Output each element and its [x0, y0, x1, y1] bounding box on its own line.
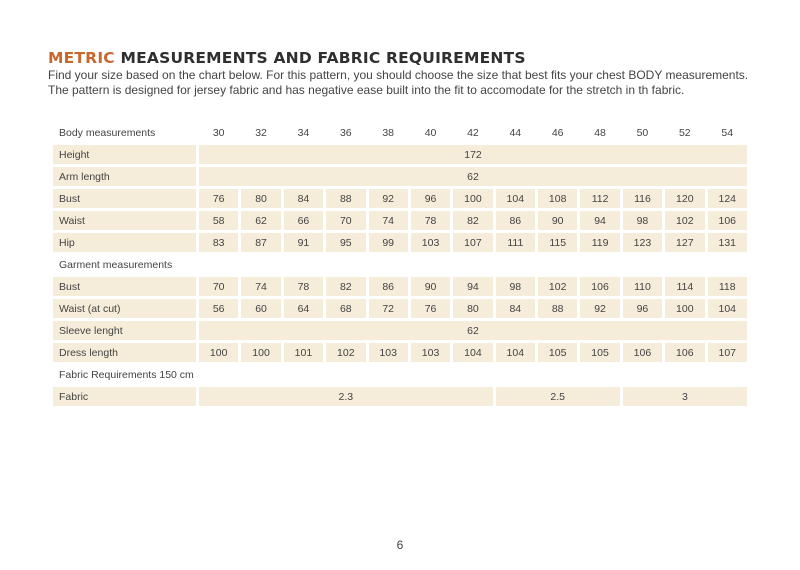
fabric-section-row-heading: Fabric Requirements 150 cm: [59, 368, 194, 381]
table-cell: 64: [284, 299, 323, 318]
table-cell: 80: [241, 189, 280, 208]
size-header-cell: 42: [467, 126, 479, 139]
table-cell: 78: [284, 277, 323, 296]
table-cell: 106: [665, 343, 704, 362]
size-header-cell: 30: [212, 126, 225, 139]
size-header-cell: 34: [297, 126, 310, 139]
table-cell: 101: [284, 343, 323, 362]
table-cell: 94: [580, 211, 619, 230]
table-cell: 110: [623, 277, 662, 296]
dress-length-row-label: Dress length: [53, 343, 196, 362]
table-cell: 92: [580, 299, 619, 318]
table-cell: 102: [665, 211, 704, 230]
table-cell: 102: [326, 343, 365, 362]
table-cell: 108: [538, 189, 577, 208]
size-header-cell: 44: [509, 126, 522, 139]
table-cell: 91: [284, 233, 323, 252]
table-cell: 92: [369, 189, 408, 208]
table-cell: 102: [538, 277, 577, 296]
dress-length-row: [53, 343, 747, 362]
table-cell: 70: [326, 211, 365, 230]
garment-section-row-heading: Garment measurements: [59, 258, 173, 271]
table-cell: 104: [496, 189, 535, 208]
size-header-cell: 32: [255, 126, 267, 139]
garment-section-row: [53, 255, 747, 274]
intro-text: [48, 68, 748, 97]
page-title: [48, 49, 526, 67]
table-cell: 90: [411, 277, 450, 296]
sleeve-length-row-label: Sleeve lenght: [53, 321, 196, 340]
table-cell: 88: [538, 299, 577, 318]
size-header-cell: 54: [721, 126, 734, 139]
garment-waist-row-label: Waist (at cut): [53, 299, 196, 318]
table-cell: 95: [326, 233, 365, 252]
body-hip-row-label: Hip: [53, 233, 196, 252]
table-cell: 120: [665, 189, 704, 208]
arm-length-row: [53, 167, 747, 186]
size-chart-table: [50, 120, 750, 409]
table-cell: 104: [496, 343, 535, 362]
table-cell: 58: [199, 211, 238, 230]
table-cell: 104: [453, 343, 492, 362]
fabric-amount-cell: 2.5: [496, 387, 620, 406]
fabric-section-row: [53, 365, 747, 384]
table-cell: 66: [284, 211, 323, 230]
table-cell: 76: [199, 189, 238, 208]
size-header-cell: 50: [636, 126, 649, 139]
sleeve-length-row-value: 62: [199, 321, 747, 340]
table-cell: 123: [623, 233, 662, 252]
table-cell: 98: [496, 277, 535, 296]
size-header-cell: 52: [678, 126, 691, 139]
table-cell: 74: [369, 211, 408, 230]
garment-waist-row: [53, 299, 747, 318]
intro-line-1: Find your size based on the chart below. For this pattern, you should choose the size that best fits your chest BODY measurements.: [48, 68, 749, 82]
garment-bust-row-label: Bust: [53, 277, 196, 296]
body-hip-row: [53, 233, 747, 252]
garment-bust-row: [53, 277, 747, 296]
table-cell: 106: [708, 211, 748, 230]
table-cell: 118: [708, 277, 748, 296]
fabric-amount-cell: 2.3: [199, 387, 493, 406]
table-cell: 127: [665, 233, 704, 252]
table-cell: 76: [411, 299, 450, 318]
table-cell: 105: [538, 343, 577, 362]
table-cell: 107: [708, 343, 748, 362]
title-rest: MEASUREMENTS AND FABRIC REQUIREMENTS: [114, 49, 526, 67]
table-cell: 90: [538, 211, 577, 230]
table-cell: 114: [665, 277, 704, 296]
table-cell: 94: [453, 277, 492, 296]
height-row-label: Height: [53, 145, 196, 164]
size-header-cell: 36: [339, 126, 352, 139]
table-cell: 111: [496, 233, 535, 252]
table-cell: 119: [580, 233, 619, 252]
table-cell: 100: [665, 299, 704, 318]
intro-line-2: The pattern is designed for jersey fabric and has negative ease built into the fit to accomodate for the stretch in th fabric.: [48, 82, 685, 97]
table-cell: 112: [580, 189, 619, 208]
table-cell: 88: [326, 189, 365, 208]
table-cell: 80: [453, 299, 492, 318]
body-waist-row: [53, 211, 747, 230]
table-cell: 131: [708, 233, 748, 252]
table-cell: 103: [411, 233, 450, 252]
table-cell: 78: [411, 211, 450, 230]
table-cell: 56: [199, 299, 238, 318]
table-cell: 100: [453, 189, 492, 208]
height-row: [53, 145, 747, 164]
table-cell: 106: [580, 277, 619, 296]
page-number: 6: [396, 538, 404, 552]
table-cell: 82: [326, 277, 365, 296]
table-cell: 124: [708, 189, 748, 208]
table-cell: 103: [369, 343, 408, 362]
size-header-cell: 38: [382, 126, 395, 139]
table-cell: 100: [199, 343, 238, 362]
table-cell: 105: [580, 343, 619, 362]
table-cell: 86: [369, 277, 408, 296]
table-cell: 96: [623, 299, 662, 318]
table-cell: 116: [623, 189, 662, 208]
table-cell: 98: [623, 211, 662, 230]
table-cell: 107: [453, 233, 492, 252]
fabric-row: [53, 387, 747, 406]
arm-length-row-value: 62: [199, 167, 747, 186]
sizes-header-row: [53, 123, 747, 142]
table-cell: 84: [496, 299, 535, 318]
body-bust-row: [53, 189, 747, 208]
table-cell: 106: [623, 343, 662, 362]
fabric-row-label: Fabric: [53, 387, 196, 406]
table-cell: 100: [241, 343, 280, 362]
body-waist-row-label: Waist: [53, 211, 196, 230]
arm-length-row-label: Arm length: [53, 167, 196, 186]
height-row-value: 172: [199, 145, 747, 164]
fabric-amount-cell: 3: [623, 387, 747, 406]
table-cell: 68: [326, 299, 365, 318]
table-cell: 104: [708, 299, 748, 318]
table-cell: 87: [241, 233, 280, 252]
table-cell: 99: [369, 233, 408, 252]
body-measurements-heading: Body measurements: [59, 126, 156, 139]
sleeve-length-row: [53, 321, 747, 340]
size-header-cell: 48: [594, 126, 606, 139]
table-cell: 115: [538, 233, 577, 252]
table-cell: 70: [199, 277, 238, 296]
table-cell: 72: [369, 299, 408, 318]
table-cell: 74: [241, 277, 280, 296]
title-accent: METRIC: [48, 49, 115, 67]
body-bust-row-label: Bust: [53, 189, 196, 208]
table-cell: 60: [241, 299, 280, 318]
table-cell: 86: [496, 211, 535, 230]
table-cell: 96: [411, 189, 450, 208]
table-cell: 62: [241, 211, 280, 230]
table-cell: 103: [411, 343, 450, 362]
size-header-cell: 40: [424, 126, 437, 139]
table-cell: 82: [453, 211, 492, 230]
table-cell: 84: [284, 189, 323, 208]
table-cell: 83: [199, 233, 238, 252]
size-header-cell: 46: [551, 126, 564, 139]
